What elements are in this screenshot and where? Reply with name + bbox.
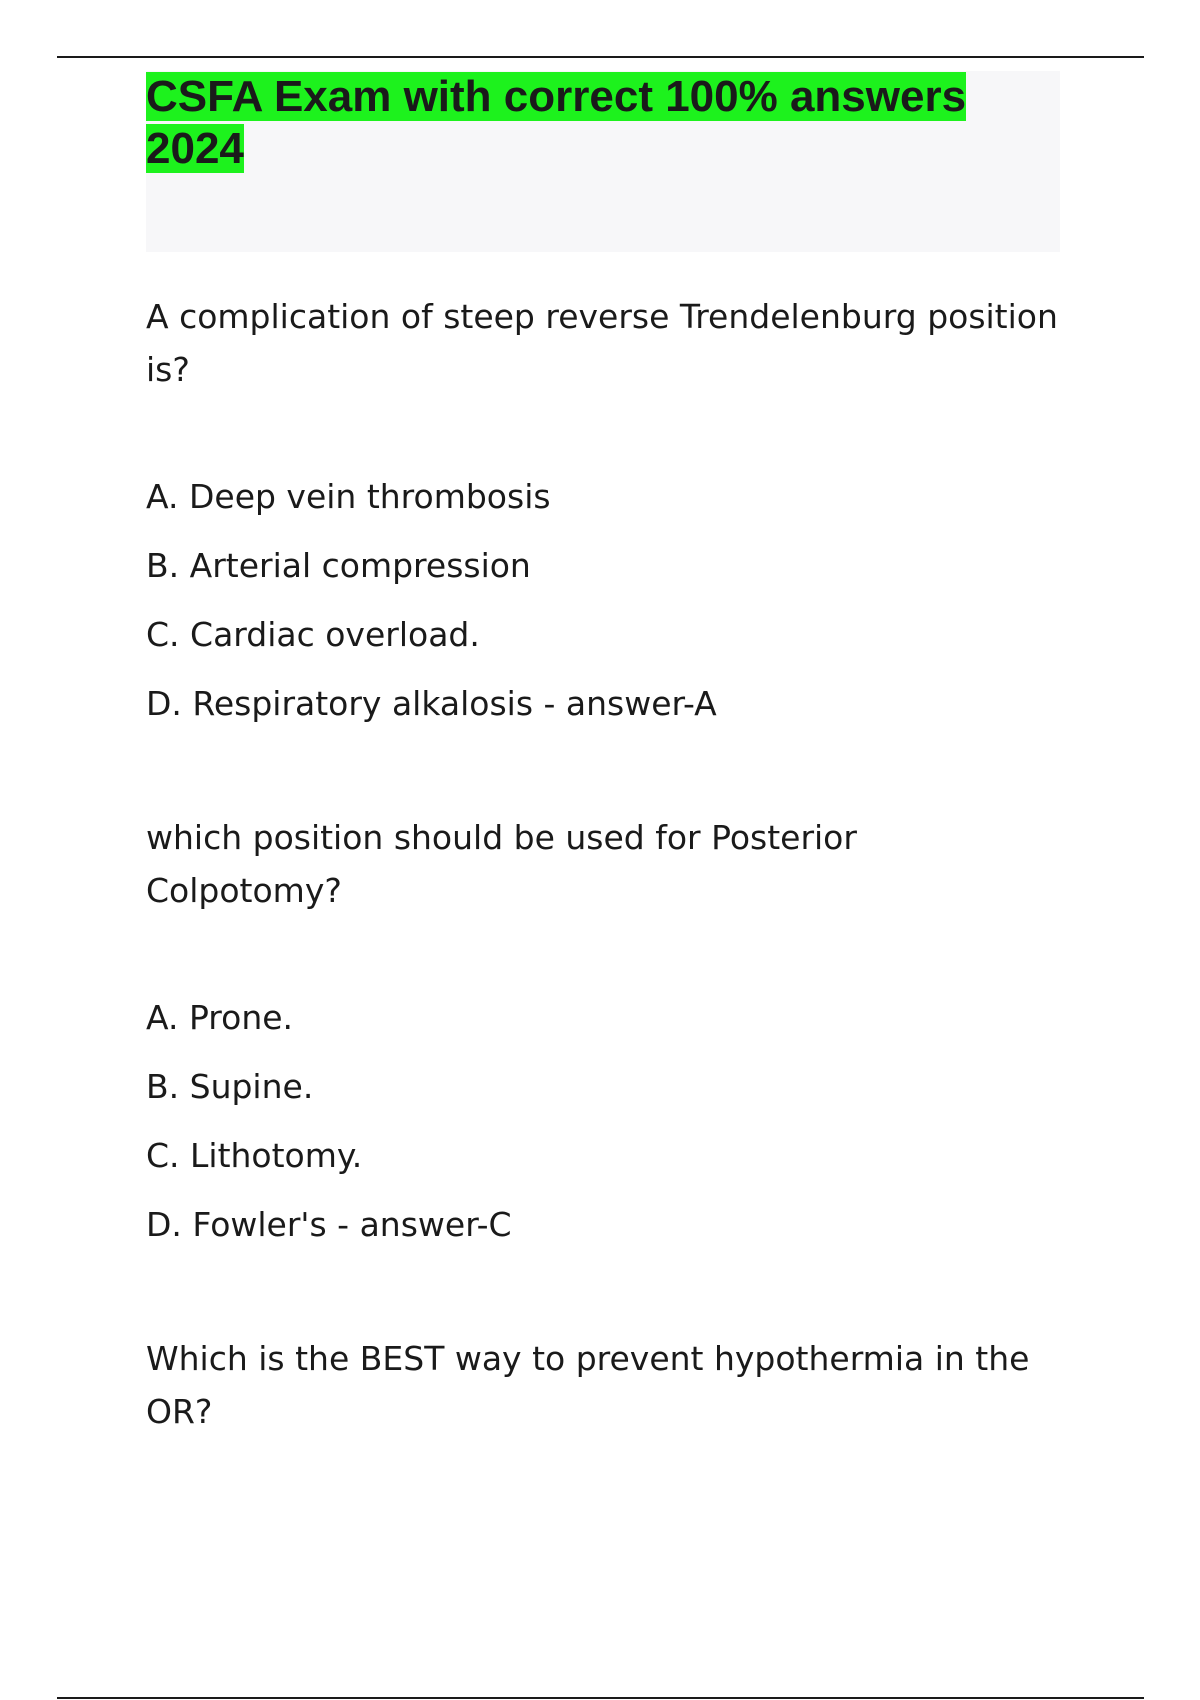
question-1-option-c: C. Cardiac overload. — [146, 615, 480, 654]
title-box — [146, 71, 1060, 252]
question-1: A complication of steep reverse Trendelenburg position is? — [146, 297, 1058, 389]
bottom-rule — [57, 1697, 1144, 1699]
question-2-option-b: B. Supine. — [146, 1067, 314, 1106]
question-1-option-b: B. Arterial compression — [146, 546, 531, 585]
question-2-options — [146, 998, 1060, 1274]
question-2-option-c: C. Lithotomy. — [146, 1136, 363, 1175]
document-body — [146, 71, 1060, 1438]
question-2: which position should be used for Posterior Colpotomy? — [146, 818, 857, 910]
title-highlight: CSFA Exam with correct 100% answers 2024 — [146, 72, 967, 173]
top-rule — [57, 56, 1144, 58]
question-2-option-a: A. Prone. — [146, 998, 294, 1037]
question-2-option-d: D. Fowler's - answer-C — [146, 1205, 512, 1244]
question-3: Which is the BEST way to prevent hypothermia in the OR? — [146, 1339, 1030, 1431]
question-1-options — [146, 477, 1060, 753]
document-title — [146, 71, 1006, 175]
question-1-option-a: A. Deep vein thrombosis — [146, 477, 551, 516]
question-1-option-d: D. Respiratory alkalosis - answer-A — [146, 684, 717, 723]
